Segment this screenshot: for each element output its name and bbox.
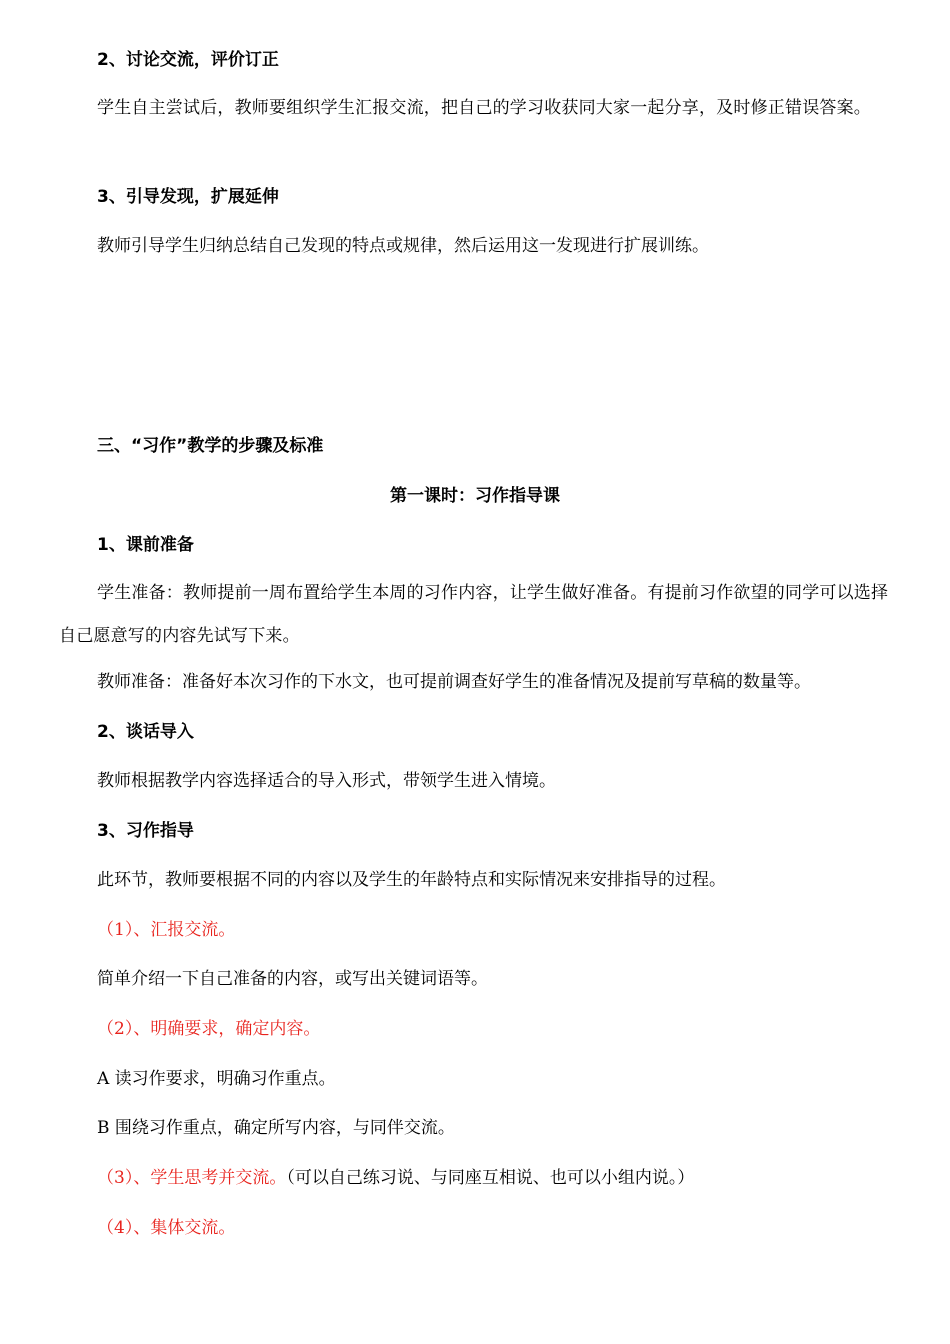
sub4-title: （4）、集体交流。 (97, 1218, 236, 1238)
step1-teacher-paragraph: 教师准备：准备好本次习作的下水文，也可提前调查好学生的准备情况及提前写草稿的数量等。 (97, 672, 811, 692)
step3-paragraph: 此环节，教师要根据不同的内容以及学生的年龄特点和实际情况来安排指导的过程。 (97, 870, 726, 890)
sub1-title: （1）、汇报交流。 (97, 920, 236, 940)
sub1-paragraph: 简单介绍一下自己准备的内容，或写出关键词语等。 (97, 969, 488, 989)
section-heading-discussion: 2、讨论交流，评价订正 (97, 50, 279, 70)
step3-heading: 3、习作指导 (97, 821, 194, 841)
section-heading-guide: 3、引导发现，扩展延伸 (97, 187, 279, 207)
step1-heading: 1、课前准备 (97, 535, 194, 555)
step2-heading: 2、谈话导入 (97, 722, 194, 742)
part-three-title: 三、“习作”教学的步骤及标准 (97, 436, 324, 456)
sub3-note: （可以自己练习说、与同座互相说、也可以小组内说。） (286, 1168, 695, 1188)
step2-paragraph: 教师根据教学内容选择适合的导入形式，带领学生进入情境。 (97, 771, 556, 791)
sub3-title: （3）、学生思考并交流。 (97, 1168, 287, 1188)
paragraph-guide: 教师引导学生归纳总结自己发现的特点或规律，然后运用这一发现进行扩展训练。 (97, 236, 709, 256)
step1-student-paragraph: 学生准备：教师提前一周布置给学生本周的习作内容，让学生做好准备。有提前习作欲望的同学可以选择自己愿意写的内容先试写下来。 (59, 583, 889, 646)
sub2-item-b: B 围绕习作重点，确定所写内容，与同伴交流。 (97, 1118, 455, 1138)
sub2-title: （2）、明确要求，确定内容。 (97, 1019, 321, 1039)
lesson-title: 第一课时：习作指导课 (390, 486, 560, 506)
sub3-line (97, 1166, 694, 1190)
sub2-item-a: A 读习作要求，明确习作重点。 (97, 1069, 336, 1089)
paragraph-discussion: 学生自主尝试后，教师要组织学生汇报交流，把自己的学习收获同大家一起分享，及时修正错误答案。 (97, 98, 871, 118)
